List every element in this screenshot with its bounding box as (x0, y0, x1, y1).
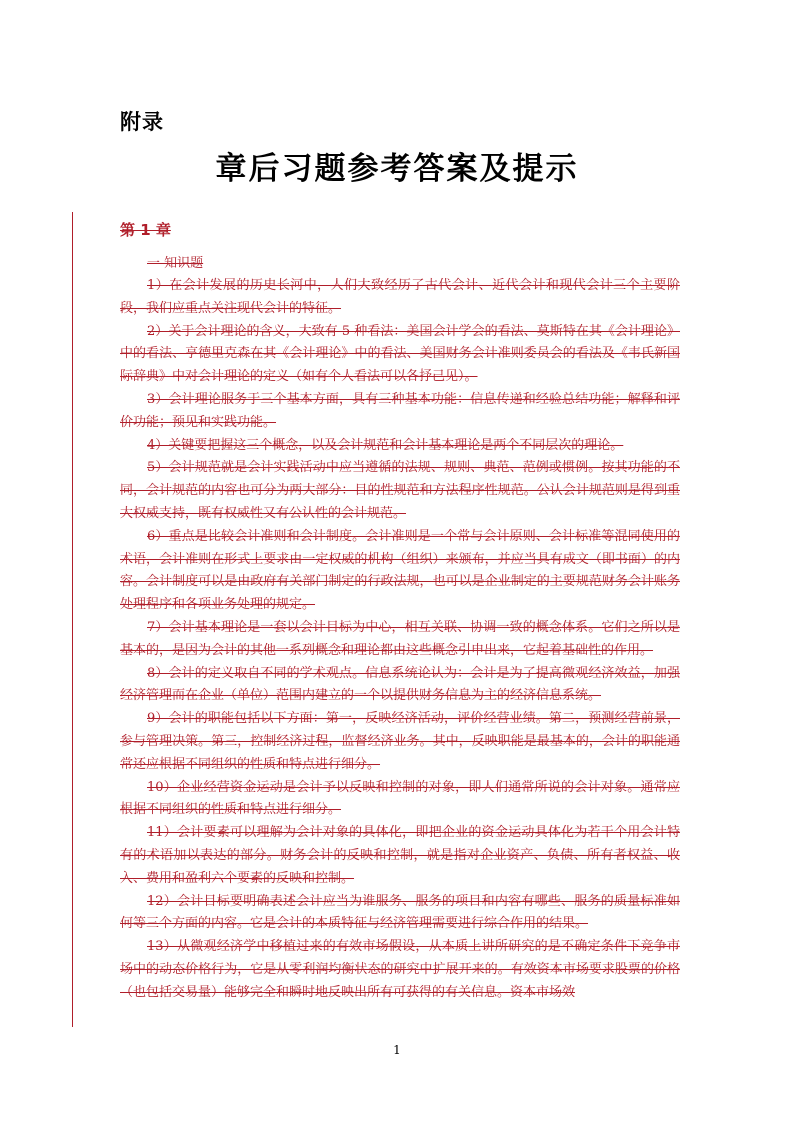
paragraph: 8）会计的定义取自不同的学术观点。信息系统论认为：会计是为了提高微观经济效益，加强经济管理而在企业（单位）范围内建立的一个以提供财务信息为主的经济信息系统。 (120, 665, 680, 704)
paragraph: 5）会计规范就是会计实践活动中应当遵循的法规、规则、典范、范例或惯例。按其功能的不同，会计规范的内容也可分为两大部分：目的性规范和方法程序性规范。公认会计规范则是得到重大权威支持，既有权威性又有公认性的会计规范。 (120, 460, 680, 521)
revision-change-bar (72, 212, 73, 1027)
paragraph: 9）会计的职能包括以下方面：第一，反映经济活动，评价经营业绩。第二，预测经营前景，参与管理决策。第三，控制经济过程，监督经济业务。其中，反映职能是最基本的，会计的职能通常还应根据不同组织的性质和特点进行细分。 (120, 711, 680, 772)
section-heading: 一 知识题 (147, 256, 204, 271)
page-number: 1 (393, 1043, 401, 1057)
paragraph: 11）会计要素可以理解为会计对象的具体化，即把企业的资金运动具体化为若干个用会计特有的术语加以表达的部分。财务会计的反映和控制，就是指对企业资产、负债、所有者权益、收入、费用和盈利六个要素的反映和控制。 (120, 825, 680, 886)
paragraph: 7）会计基本理论是一套以会计目标为中心，相互关联、协调一致的概念体系。它们之所以是基本的，是因为会计的其他一系列概念和理论都由这些概念引申出来，它起着基础性的作用。 (120, 619, 680, 658)
paragraph: 10）企业经营资金运动是会计予以反映和控制的对象，即人们通常所说的会计对象。通常应根据不同组织的性质和特点进行细分。 (120, 779, 680, 818)
paragraph: 2）关于会计理论的含义，大致有 5 种看法：美国会计学会的看法、莫斯特在其《会计理论》中的看法、亨德里克森在其《会计理论》中的看法、美国财务会计准则委员会的看法及《韦氏新国际辞典》中对会计理论的定义（如有个人看法可以各抒己见）。 (120, 323, 680, 385)
appendix-label: 附录 (120, 110, 164, 134)
paragraph: 3）会计理论服务于三个基本方面，具有三种基本功能：信息传递和经验总结功能；解释和评价功能；预见和实践功能。 (120, 391, 680, 430)
document-body (120, 218, 680, 1005)
page-title: 章后习题参考答案及提示 (215, 151, 579, 187)
paragraph: 1）在会计发展的历史长河中，人们大致经历了古代会计、近代会计和现代会计三个主要阶段，我们应重点关注现代会计的特征。 (120, 278, 680, 316)
paragraph: 6）重点是比较会计准则和会计制度。会计准则是一个常与会计原则、会计标准等混同使用的术语，会计准则在形式上要求由一定权威的机构（组织）来颁布，并应当具有成文（即书面）的内容。会计制度可以是由政府有关部门制定的行政法规，也可以是企业制定的主要规范财务会计账务处理程序和各项业务处理的规定。 (120, 528, 680, 613)
paragraph: 4）关键要把握这三个概念，以及会计规范和会计基本理论是两个不同层次的理论。 (147, 437, 624, 453)
chapter-heading: 第 1 章 (120, 221, 171, 239)
paragraph: 13）从微观经济学中移植过来的有效市场假设，从本质上讲所研究的是不确定条件下竞争市场中的动态价格行为，它是从零利润均衡状态的研究中扩展开来的。有效资本市场要求股票的价格（也包括交易量）能够完全和瞬时地反映出所有可获得的有关信息。资本市场效 (120, 939, 680, 1000)
paragraph: 12）会计目标要明确表述会计应当为谁服务、服务的项目和内容有哪些、服务的质量标准如何等三个方面的内容。它是会计的本质特征与经济管理需要进行综合作用的结果。 (120, 893, 680, 932)
